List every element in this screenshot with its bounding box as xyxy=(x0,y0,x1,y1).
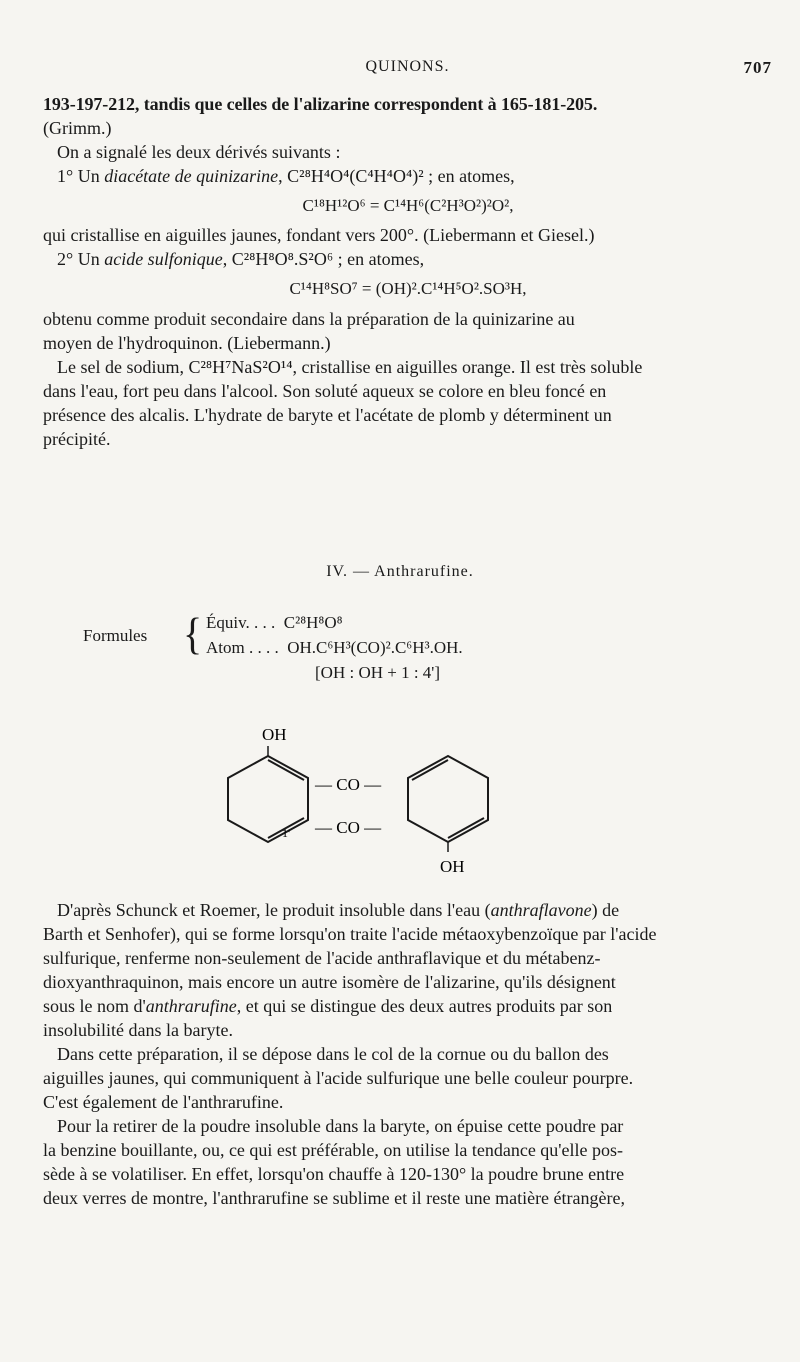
text-line: D'après Schunck et Roemer, le produit insoluble dans l'eau (anthraflavone) de xyxy=(57,900,620,920)
text-line: moyen de l'hydroquinon. (Liebermann.) xyxy=(43,333,331,353)
brace: { xyxy=(183,608,203,659)
text-line: 2° Un acide sulfonique, C²⁸H⁸O⁸.S²O⁶ ; en atomes, xyxy=(57,249,425,269)
text-line: Le sel de sodium, C²⁸H⁷NaS²O¹⁴, cristallise en aiguilles orange. Il est très soluble xyxy=(57,357,643,377)
compound-name: acide sulfonique xyxy=(104,249,223,269)
text-line: présence des alcalis. L'hydrate de baryte et l'acétate de plomb y déterminent un xyxy=(43,405,612,425)
oh-top-label: OH xyxy=(262,725,287,744)
text-line: C'est également de l'anthrarufine. xyxy=(43,1092,284,1112)
text-line: dioxyanthraquinon, mais encore un autre isomère de l'alizarine, qu'ils désignent xyxy=(43,972,616,992)
co-top-label: — CO — xyxy=(315,775,382,794)
left-hexagon xyxy=(228,756,308,842)
ratio-row: [OH : OH + 1 : 4'] xyxy=(315,663,441,682)
structure-diagram xyxy=(220,720,540,890)
text-line: qui cristallise en aiguilles jaunes, fondant vers 200°. (Liebermann et Giesel.) xyxy=(43,225,595,245)
text-line: 193-197-212, tandis que celles de l'alizarine correspondent à 165-181-205. xyxy=(43,94,598,114)
page-number: 707 xyxy=(743,58,772,77)
text-line: sulfurique, renferme non-seulement de l'acide anthraflavique et du métabenz- xyxy=(43,948,601,968)
right-hexagon xyxy=(408,756,488,842)
formula-line: C¹⁸H¹²O⁶ = C¹⁴H⁶(C²H³O²)²O², xyxy=(302,196,514,215)
text-line: précipité. xyxy=(43,429,111,449)
page-header xyxy=(43,58,772,82)
atom-row: Atom . . . . OH.C⁶H³(CO)².C⁶H³.OH. xyxy=(206,638,463,657)
text-line: Barth et Senhofer), qui se forme lorsqu'on traite l'acide métaoxybenzoïque par l'acide xyxy=(43,924,657,944)
oh-bottom-label: OH xyxy=(440,857,465,876)
text-line: deux verres de montre, l'anthrarufine se sublime et il reste une matière étrangère, xyxy=(43,1188,625,1208)
text-line: obtenu comme produit secondaire dans la préparation de la quinizarine au xyxy=(43,309,575,329)
compound-name: diacétate de quinizarine xyxy=(104,166,279,186)
bottom-text-block xyxy=(43,898,773,1210)
text-line: sous le nom d'anthrarufine, et qui se distingue des deux autres produits par son xyxy=(43,996,613,1016)
text-line: Dans cette préparation, il se dépose dans le col de la cornue ou du ballon des xyxy=(57,1044,609,1064)
section-title: IV. — Anthrarufine. xyxy=(326,563,474,580)
text-line: insolubilité dans la baryte. xyxy=(43,1020,233,1040)
running-title: QUINONS. xyxy=(365,58,450,75)
top-text-block xyxy=(43,92,773,451)
formules-label: Formules xyxy=(83,626,148,645)
text-line: dans l'eau, fort peu dans l'alcool. Son soluté aqueux se colore en bleu foncé en xyxy=(43,381,607,401)
text-line: aiguilles jaunes, qui communiquent à l'acide sulfurique une belle couleur pourpre. xyxy=(43,1068,634,1088)
text-line: (Grimm.) xyxy=(43,118,112,138)
text-line: sède à se volatiliser. En effet, lorsqu'on chauffe à 120-130° la poudre brune entre xyxy=(43,1164,625,1184)
equiv-row: Équiv. . . . C²⁸H⁸O⁸ xyxy=(206,613,343,632)
formula-line: C¹⁴H⁸SO⁷ = (OH)².C¹⁴H⁵O².SO³H, xyxy=(289,279,527,298)
text-line: Pour la retirer de la poudre insoluble dans la baryte, on épuise cette poudre par xyxy=(57,1116,624,1136)
text-line: On a signalé les deux dérivés suivants : xyxy=(57,142,341,162)
one-prime-label: 1' xyxy=(282,826,291,840)
co-bottom-label: — CO — xyxy=(315,818,382,837)
text-line: 1° Un diacétate de quinizarine, C²⁸H⁴O⁴(C⁴H⁴O⁴)² ; en atomes, xyxy=(57,166,515,186)
text-line: la benzine bouillante, ou, ce qui est préférable, on utilise la tendance qu'elle pos- xyxy=(43,1140,624,1160)
